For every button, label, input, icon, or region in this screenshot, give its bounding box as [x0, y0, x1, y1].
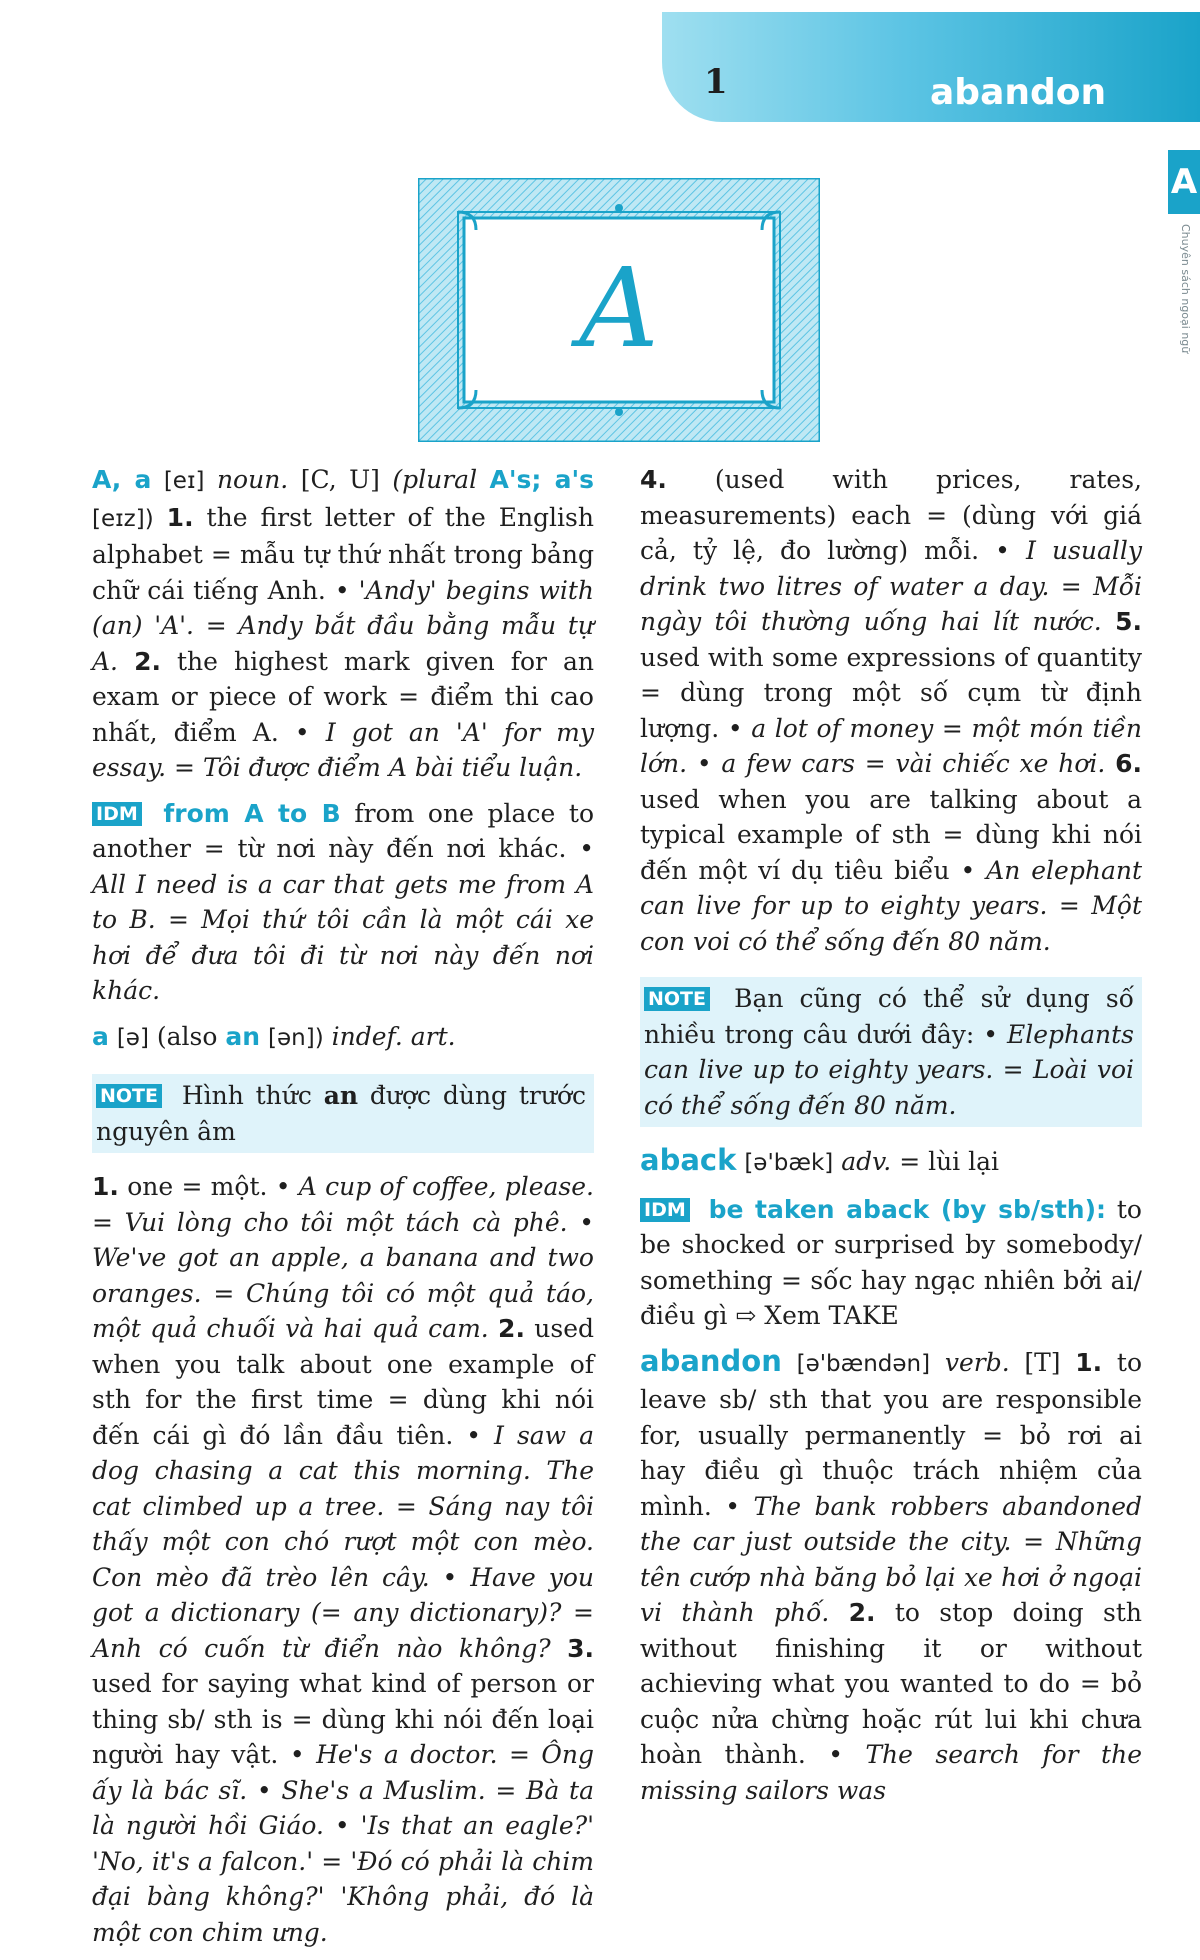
- headword: aback: [640, 1143, 737, 1177]
- sense-definition: to stop doing sth without finishing it or without achieving what you wanted to do = bỏ cuộc nửa chừng hoặc rút lui khi chưa hoàn thành. •: [640, 1598, 1142, 1769]
- sense-number: 1.: [1075, 1347, 1103, 1377]
- sense-definition: (used with prices, rates, measurements) each = (dùng với giá cả, tỷ lệ, đo lường) mỗi. •: [640, 465, 1142, 565]
- entry-a-article-head: [92, 1019, 594, 1057]
- note-word: an: [323, 1081, 359, 1110]
- note-tag: NOTE: [96, 1084, 162, 1108]
- entry-a-letter: [92, 462, 594, 786]
- example: He's a doctor. = Ông ấy là bác sĩ. • She's a Muslim. = Bà ta là người hồi Giáo. • 'Is that an eagle?' 'No, it's a falcon.' = 'Đó có phải là chim đại bàng không?' 'Không phải, đó là một con chim ưng.: [92, 1740, 595, 1947]
- pronunciation: [ə]: [116, 1024, 149, 1051]
- idiom-definition: from one place to another = từ nơi này đến nơi khác. •: [92, 798, 595, 863]
- sense-definition: to leave sb/ sth that you are responsible for, usually permanently = bỏ rơi ai hay điều gì thuộc trách nhiệm của mình. •: [640, 1347, 1143, 1521]
- emblem-letter: A: [579, 244, 659, 372]
- also-label: (also: [156, 1021, 218, 1051]
- note-box: [640, 977, 1142, 1127]
- pronunciation: [ə'bændən]: [796, 1350, 931, 1377]
- headword: abandon: [640, 1343, 782, 1378]
- plural-pronunciation: [eɪz]): [92, 505, 154, 532]
- guide-word: abandon: [930, 72, 1107, 113]
- sense-number: 6.: [1115, 749, 1142, 778]
- example: The search for the missing sailors was: [640, 1740, 1142, 1805]
- pronunciation: [ə'bæk]: [744, 1150, 834, 1176]
- example: 'Andy' begins with (an) 'A'. = Andy bắt đầu bằng mẫu tự A.: [92, 575, 594, 676]
- sense-number: 4.: [640, 465, 667, 494]
- idiom-from-a-to-b: [92, 796, 594, 1009]
- idiom-tag: IDM: [640, 1198, 690, 1222]
- entry-a-article-senses: [92, 1169, 594, 1950]
- idiom-phrase: from A to B: [163, 798, 341, 828]
- example: All I need is a car that gets me from A to B. = Mọi thứ tôi cần là một cái xe hơi để đưa tôi đi từ nơi này đến nơi khác.: [92, 869, 594, 1005]
- idiom-phrase: be taken aback (by sb/sth):: [708, 1194, 1107, 1224]
- example: The bank robbers abandoned the car just outside the city. = Những tên cướp nhà băng bỏ lại xe hơi ở ngoại vi thành phố.: [640, 1491, 1143, 1627]
- sense-number: 2.: [134, 646, 161, 676]
- headword: A, a: [92, 465, 152, 494]
- example: Elephants can live up to eighty years. = Loài voi có thể sống đến 80 năm.: [644, 1019, 1134, 1120]
- example: I got an 'A' for my essay. = Tôi được điểm A bài tiểu luận.: [92, 717, 594, 782]
- sense-definition: used when you talk about one example of sth for the first time = dùng khi nói đến cái gì đó lần đầu tiên. •: [92, 1314, 594, 1450]
- sense-definition: used when you are talking about a typical example of sth = dùng khi nói đến một ví dụ tiêu biểu •: [640, 784, 1142, 885]
- sense-number: 1.: [92, 1172, 119, 1201]
- entry-a-article-continued: [640, 462, 1142, 959]
- sense-number: 1.: [166, 502, 194, 532]
- headword: a: [92, 1021, 109, 1051]
- entry-aback: [640, 1143, 1142, 1182]
- example: An elephant can live for up to eighty years. = Một con voi có thể sống đến 80 năm.: [640, 855, 1142, 956]
- part-of-speech: adv.: [841, 1147, 892, 1176]
- example: I usually drink two litres of water a day. = Mỗi ngày tôi thường uống hai lít nước.: [640, 536, 1142, 636]
- sense-number: 5.: [1115, 607, 1142, 636]
- alt-pronunciation: [ən]): [268, 1024, 324, 1051]
- sense-definition: the highest mark given for an exam or piece of work = điểm thi cao nhất, điểm A. •: [92, 646, 595, 747]
- example: I saw a dog chasing a cat this morning. The cat climbed up a tree. = Sáng nay tôi thấy một con chó rượt một con mèo. Con mèo đã trèo lên cây. • Have you got a dictionary (= any dictionary)? = Anh có cuốn từ điển nào không?: [92, 1420, 594, 1663]
- letter-emblem: [418, 178, 820, 442]
- side-tab-text: Chuyên sách ngoại ngữ: [1179, 224, 1192, 354]
- sense-number: 3.: [567, 1633, 595, 1663]
- note-text: Bạn cũng có thể sử dụng số nhiều trong câu dưới đây: •: [644, 984, 1134, 1049]
- idiom-be-taken-aback: [640, 1192, 1142, 1334]
- right-column: [640, 462, 1142, 1818]
- part-of-speech: indef. art.: [331, 1021, 456, 1051]
- alt-word: an: [225, 1021, 261, 1051]
- page-number: 1: [704, 62, 728, 102]
- part-of-speech: noun.: [216, 465, 289, 494]
- note-box: [92, 1074, 594, 1153]
- plural-forms: A's; a's: [489, 465, 595, 494]
- note-text: Hình thức: [181, 1081, 312, 1110]
- sense-definition: used with some expressions of quantity = dùng trong một số cụm từ định lượng. •: [640, 642, 1142, 743]
- grammar-code: [T]: [1024, 1347, 1061, 1377]
- side-letter-tab: A: [1168, 150, 1200, 214]
- grammar-code: [C, U]: [300, 465, 380, 494]
- idiom-definition: to be shocked or surprised by somebody/ something = sốc hay ngạc nhiên bởi ai/ điều gì ⇨ Xem TAKE: [640, 1194, 1142, 1330]
- note-text: được dùng trước nguyên âm: [96, 1081, 586, 1146]
- definition: = lùi lại: [899, 1147, 1000, 1176]
- sense-definition: the first letter of the English alphabet = mẫu tự thứ nhất trong bảng chữ cái tiếng Anh. •: [92, 502, 594, 605]
- sense-definition: one = một. •: [127, 1172, 291, 1201]
- sense-number: 2.: [498, 1314, 525, 1343]
- pronunciation: [eɪ]: [163, 468, 205, 494]
- plural-label: (plural: [392, 465, 478, 494]
- idiom-tag: IDM: [92, 802, 142, 826]
- left-column: [92, 462, 594, 1960]
- note-tag: NOTE: [644, 987, 710, 1011]
- example: A cup of coffee, please. = Vui lòng cho tôi một tách cà phê. • We've got an apple, a banana and two oranges. = Chúng tôi có một quả táo, một quả chuối và hai quả cam.: [92, 1172, 594, 1343]
- sense-definition: used for saying what kind of person or thing sb/ sth is = dùng khi nói đến loại người hay vật. •: [92, 1669, 594, 1769]
- entry-abandon: [640, 1344, 1142, 1809]
- part-of-speech: verb.: [944, 1347, 1010, 1377]
- example: a lot of money = một món tiền lớn. • a few cars = vài chiếc xe hơi.: [640, 713, 1142, 778]
- sense-number: 2.: [848, 1598, 876, 1627]
